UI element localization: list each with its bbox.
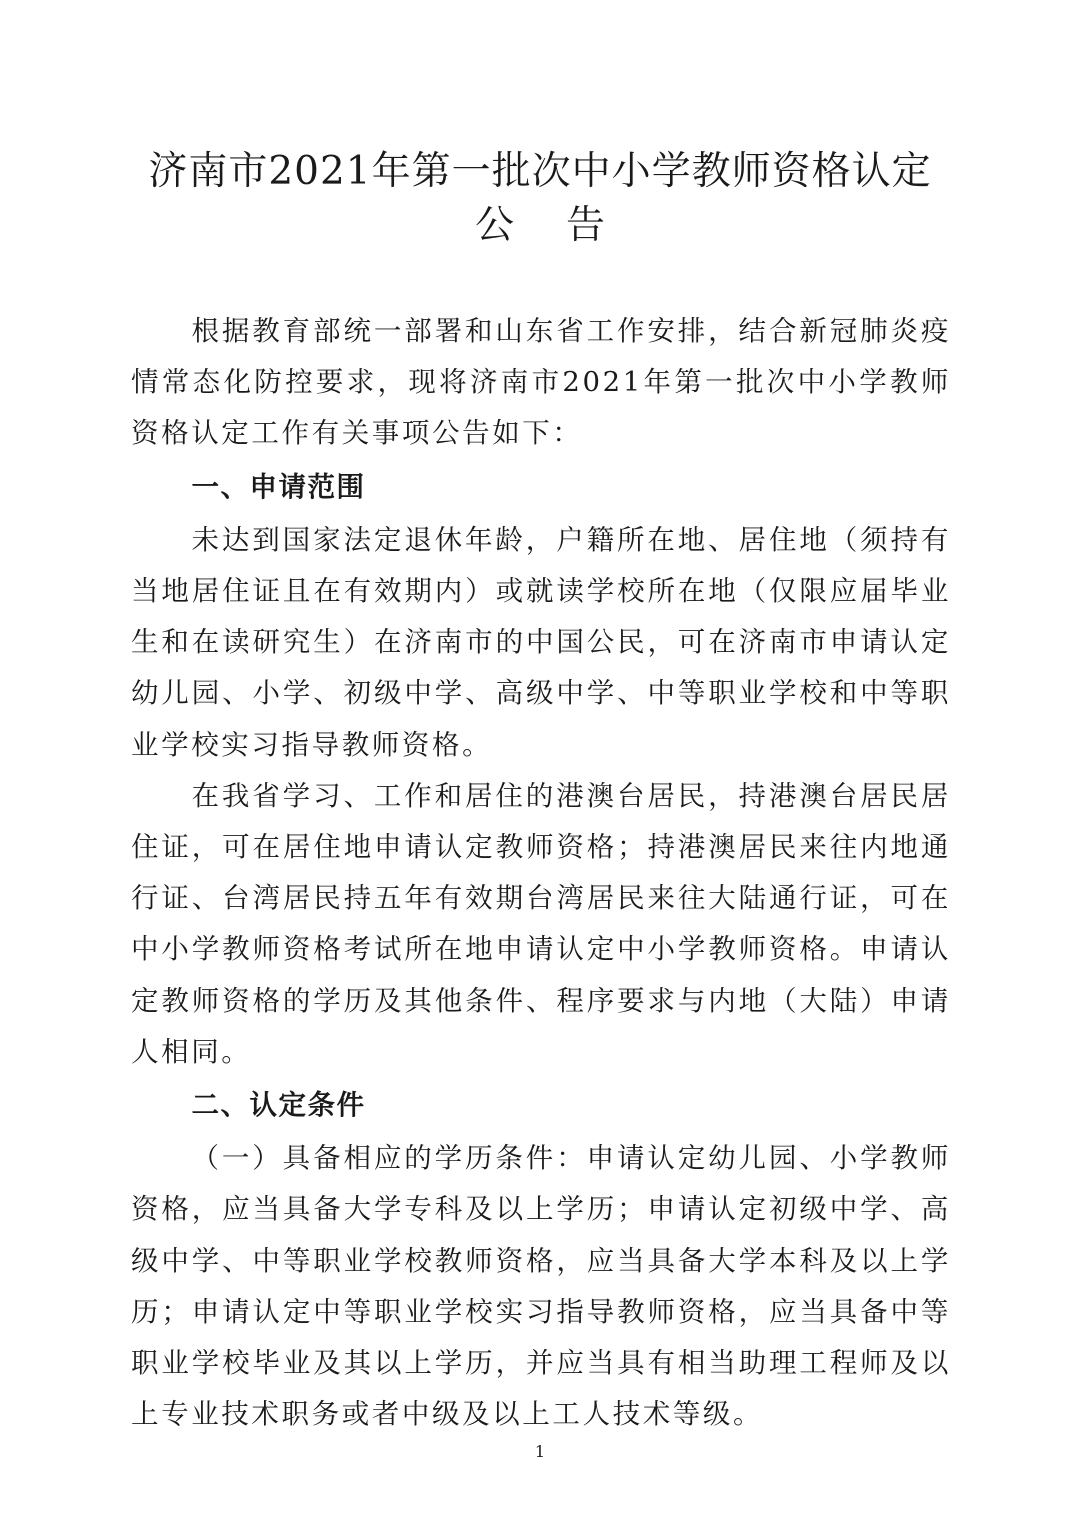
conditions-paragraph-1: （一）具备相应的学历条件：申请认定幼儿园、小学教师资格，应当具备大学专科及以上学历；申请认定初级中学、高级中学、中等职业学校教师资格，应当具备大学本科及以上学历；申请认定中等职业学校实习指导教师资格，应当具备中等职业学校毕业及其以上学历，并应当具有相当助理工程师及以上专业技术职务或者中级及以上工人技术等级。 bbox=[131, 1142, 951, 1431]
document-body bbox=[131, 306, 951, 1440]
scope-paragraph-2: 在我省学习、工作和居住的港澳台居民，持港澳台居民居住证，可在居住地申请认定教师资格；持港澳居民来往内地通行证、台湾居民持五年有效期台湾居民来往大陆通行证，可在中小学教师资格考试所在地申请认定中小学教师资格。申请认定教师资格的学历及其他条件、程序要求与内地（大陆）申请人相同。 bbox=[131, 779, 951, 1068]
page-number: 1 bbox=[534, 1442, 546, 1461]
intro-paragraph: 根据教育部统一部署和山东省工作安排，结合新冠肺炎疫情常态化防控要求，现将济南市2021年第一批次中小学教师资格认定工作有关事项公告如下： bbox=[131, 315, 951, 450]
section-heading-conditions: 二、认定条件 bbox=[191, 1089, 366, 1122]
subtitle-char-2: 告 bbox=[566, 203, 606, 248]
scope-paragraph-1: 未达到国家法定退休年龄，户籍所在地、居住地（须持有当地居住证且在有效期内）或就读学校所在地（仅限应届毕业生和在读研究生）在济南市的中国公民，可在济南市申请认定幼儿园、小学、初级中学、高级中学、中等职业学校和中等职业学校实习指导教师资格。 bbox=[131, 523, 951, 761]
subtitle-char-1: 公 bbox=[474, 203, 514, 248]
section-heading-scope: 一、申请范围 bbox=[191, 470, 366, 503]
document-title: 济南市2021年第一批次中小学教师资格认定 bbox=[148, 149, 932, 194]
document-subtitle bbox=[100, 203, 980, 248]
